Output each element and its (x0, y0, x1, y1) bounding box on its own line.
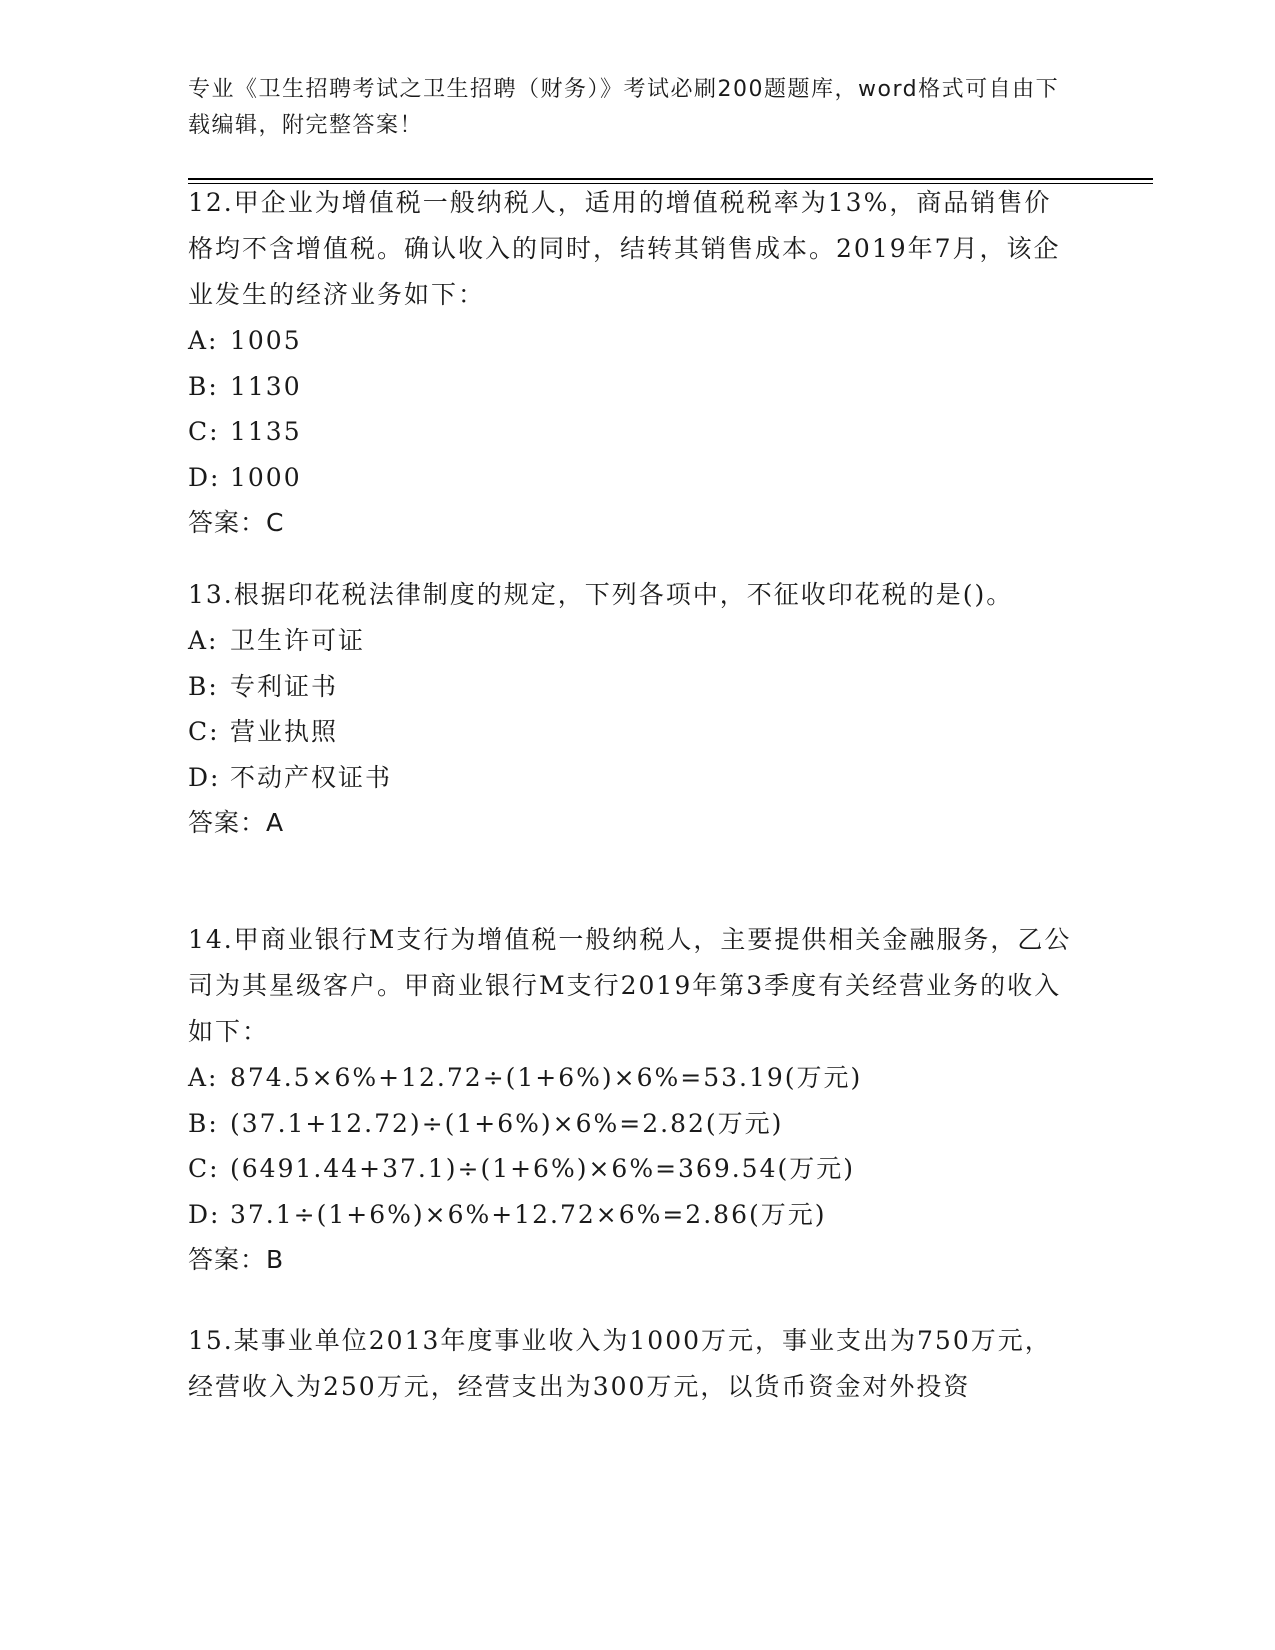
option-text: 不动产权证书 (230, 762, 393, 792)
option-text: 专利证书 (230, 671, 339, 701)
option-letter: A: (188, 326, 219, 355)
option-text: 874.5×6%+12.72÷(1+6%)×6%=53.19(万元) (230, 1063, 863, 1092)
question-14 (188, 917, 1078, 1283)
option-letter: C: (188, 717, 220, 746)
option-d (188, 455, 1078, 501)
option-letter: C: (188, 1154, 220, 1183)
option-a (188, 1055, 1078, 1101)
option-c (188, 409, 1078, 455)
option-a (188, 618, 1078, 664)
option-letter: B: (188, 371, 219, 401)
option-c (188, 1146, 1078, 1192)
question-stem: 13.根据印花税法律制度的规定，下列各项中，不征收印花税的是()。 (188, 580, 1014, 609)
option-letter: B: (188, 671, 219, 701)
option-b (188, 364, 1078, 410)
document-header: 专业《卫生招聘考试之卫生招聘（财务）》考试必刷200题题库，word格式可自由下载编辑，附完整答案！ (188, 77, 1060, 138)
question-12 (188, 180, 1078, 546)
option-letter: D: (188, 762, 221, 792)
question-15 (188, 1318, 1078, 1410)
question-13 (188, 572, 1078, 846)
question-stem: 12.甲企业为增值税一般纳税人，适用的增值税税率为13%，商品销售价格均不含增值税。确认收入的同时，结转其销售成本。2019年7月，该企业发生的经济业务如下： (188, 188, 1061, 309)
option-c (188, 709, 1078, 755)
option-a (188, 318, 1078, 364)
answer-line: 答案：C (188, 508, 285, 537)
answer-line: 答案：B (188, 1245, 285, 1274)
option-text: 1130 (230, 371, 302, 401)
question-stem: 15.某事业单位2013年度事业收入为1000万元，事业支出为750万元，经营收入为250万元，经营支出为300万元，以货币资金对外投资 (188, 1326, 1052, 1401)
option-letter: C: (188, 417, 220, 446)
option-d (188, 755, 1078, 801)
option-text: 1135 (230, 417, 302, 446)
option-text: 卫生许可证 (230, 626, 366, 655)
option-text: 营业执照 (230, 717, 339, 746)
answer-line: 答案：A (188, 808, 285, 837)
option-text: (6491.44+37.1)÷(1+6%)×6%=369.54(万元) (230, 1154, 856, 1183)
option-text: 1005 (230, 326, 302, 355)
option-letter: D: (188, 1199, 221, 1229)
option-text: 1000 (230, 462, 302, 492)
option-b (188, 1101, 1078, 1147)
option-letter: B: (188, 1108, 219, 1138)
option-d (188, 1192, 1078, 1238)
option-text: (37.1+12.72)÷(1+6%)×6%=2.82(万元) (230, 1108, 784, 1138)
option-b (188, 664, 1078, 710)
option-letter: A: (188, 626, 219, 655)
question-stem: 14.甲商业银行M支行为增值税一般纳税人，主要提供相关金融服务，乙公司为其星级客户。甲商业银行M支行2019年第3季度有关经营业务的收入如下： (188, 925, 1072, 1046)
option-text: 37.1÷(1+6%)×6%+12.72×6%=2.86(万元) (230, 1199, 827, 1229)
option-letter: D: (188, 462, 221, 492)
option-letter: A: (188, 1063, 219, 1092)
